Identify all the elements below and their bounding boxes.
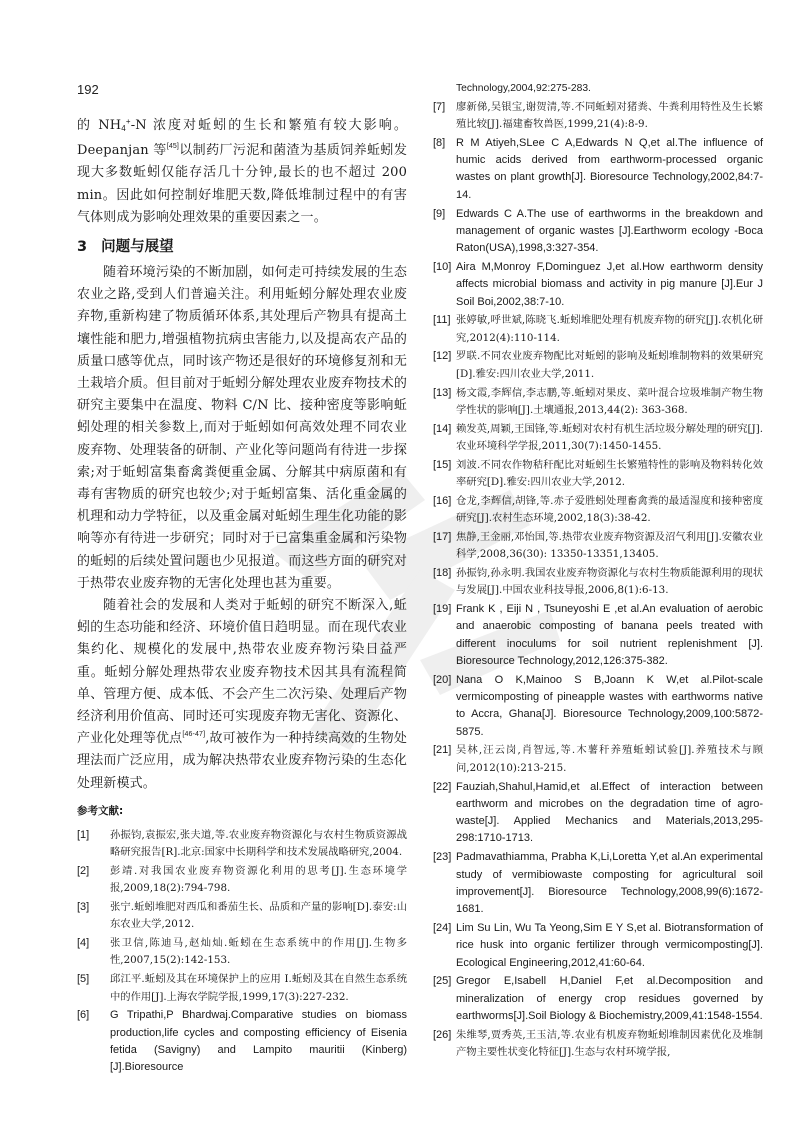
reference-text: 吴林,汪云岗,肖智远,等.木薯秆养殖蚯蚓试验[J].养殖技术与顾问,2012(10):213-215. — [456, 744, 763, 774]
reference-number: [8] — [433, 136, 446, 149]
reference-text: Gregor E,Isabell H,Daniel F,et al.Decomposition and mineralization of energy crop residues governed by earthworms[J].Soil Biology & Biochemistry,2009,41:1548-1554. — [456, 975, 763, 1022]
left-column — [77, 111, 407, 1078]
reference-text: Aira M,Monroy F,Dominguez J,et al.How earthworm density affects microbial biomass and activity in pig manure [J].Eur J Soil Boi,2002,38:7-10. — [456, 260, 763, 308]
reference-text: 孙振钧,孙永明.我国农业废弃物资源化与农村生物质能源利用的现状与发展[J].中国农业科技导报,2006,8(1):6-13. — [456, 567, 763, 597]
reference-item — [77, 935, 407, 970]
reference-item — [433, 1027, 763, 1062]
reference-number: [13] — [433, 386, 452, 399]
reference-number: [7] — [433, 100, 446, 113]
reference-number: [21] — [433, 744, 452, 757]
reference-number: [18] — [433, 567, 452, 580]
paragraph-3 — [77, 595, 407, 795]
reference-text: 赖发英,周颖,王国锋,等.蚯蚓对农村有机生活垃圾分解处理的研究[J].农业环境科学学报,2011,30(7):1450-1455. — [456, 422, 763, 452]
reference-text: 孙振钧,袁振宏,张夫道,等.农业废弃物资源化与农村生物质资源战略研究报告[R].北京:国家中长期科学和技术发展战略研究,2004. — [110, 828, 407, 859]
reference-text: Padmavathiamma, Prabha K,Li,Loretta Y,et al.An experimental study of vermibiowaste composting for agricultural soil improvement[J]. Bioresource Technology,2008,99(6):1672-1681. — [456, 851, 763, 916]
reference-number: [15] — [433, 458, 452, 471]
reference-item — [433, 259, 763, 311]
para1-text-a: 的 NH — [77, 118, 122, 133]
reference-text: Nana O K,Mainoo S B,Joann K W,et al.Pilot-scale vermicomposting of pineapple wastes with earthworms native to Accra, Ghana[J]. Bioresource Technology,2009,100:5872-5875. — [456, 673, 763, 738]
reference-item — [77, 827, 407, 862]
section-heading — [77, 236, 407, 258]
reference-item — [433, 206, 763, 258]
reference-text: Frank K , Eiji N , Tsuneyoshi E ,et al.An evaluation of aerobic and anaerobic composting of banana peels treated with different inoculums for soil nutrient replenishment [J]. Bioresource Technology,2012,126:375-382. — [456, 603, 763, 667]
para1-text-b: -N 浓度对蚯蚓的生长和繁殖有较大影响。Deepanjan 等 — [77, 118, 407, 159]
reference-item — [433, 672, 763, 741]
reference-text: 张婷敏,呼世斌,陈晓飞.蚯蚓堆肥处理有机废弃物的研究[J].农机化研究,2012(4):110-114. — [456, 314, 763, 344]
reference-number: [14] — [433, 422, 452, 435]
reference-number: [4] — [77, 937, 90, 950]
section-title: 问题与展望 — [101, 239, 174, 256]
reference-item — [433, 457, 763, 492]
reference-number: [25] — [433, 975, 452, 988]
reference-item — [77, 1007, 407, 1076]
reference-text: 张宁.蚯蚓堆肥对西瓜和番茄生长、品质和产量的影响[D].泰安:山东农业大学,2012. — [110, 901, 407, 931]
reference-item — [433, 601, 763, 670]
reference-text: G Tripathi,P Bhardwaj.Comparative studies on biomass production,life cycles and composting efficiency of Eisenia fetida (Savigny) and Lampito mauritii (Kinberg)[J].Bioresource — [110, 1009, 407, 1074]
reference-text: 彭靖.对我国农业废弃物资源化利用的思考[J].生态环境学报,2009,18(2):794-798. — [110, 864, 407, 895]
reference-item — [433, 779, 763, 848]
reference-number: [16] — [433, 494, 452, 507]
para3-text-b: ,故可被作为一种持续高效的生物处理法而广泛应用，成为解决热带农业废弃物污染的生态化处理新模式。 — [77, 731, 407, 791]
superscript: + — [125, 117, 131, 126]
reference-number: [23] — [433, 851, 452, 864]
para1-text-c: 以制药厂污泥和菌渣为基质饲养蚯蚓发现大多数蚯蚓仅能存活几十分钟,最长的也不超过 200 min。因此如何控制好堆肥天数,降低堆制过程中的有害气体则成为影响处理效果的重要因素之一。 — [77, 143, 407, 225]
reference-item — [433, 312, 763, 347]
reference-item — [433, 348, 763, 383]
reference-number: [2] — [77, 864, 90, 877]
reference-number: [3] — [77, 901, 90, 914]
reference-item — [433, 385, 763, 420]
reference-text: 廖新俤,吴银宝,谢贺清,等.不同蚯蚓对猪粪、牛粪利用特性及生长繁殖比较[J].福建畜牧兽医,1999,21(4):8-9. — [456, 100, 763, 131]
reference-item — [77, 899, 407, 934]
reference-text: Edwards C A.The use of earthworms in the breakdown and management of organic wastes [J].Earthworm ecology -Boca Raton(USA),1998,3:327-354. — [456, 207, 763, 255]
reference-text: 朱维琴,贾秀英,王玉洁,等.农业有机废弃物蚯蚓堆制因素优化及堆制产物主要性状变化特征[J].生态与农村环境学报, — [456, 1028, 763, 1059]
reference-text: R M Atiyeh,SLee C A,Edwards N Q,et al.The influence of humic acids derived from earthworm-processed organic wastes on plant growth[J]. Bioresource Technology,2002,84:7-14. — [456, 136, 763, 201]
paragraph-2: 随着环境污染的不断加剧，如何走可持续发展的生态农业之路,受到人们普遍关注。利用蚯蚓分解处理农业废弃物,重新构建了物质循环体系,其处理后产物具有提高土壤性能和肥力,增强植物抗病虫害能力,以及提高农产品的质量口感等优点，同时该产物还是很好的环境修复剂和无土栽培介质。但目前对于蚯蚓分解处理农业废弃物技术的研究主要集中在温度、物料 C/N 比、接种密度等影响蚯蚓处理的相关参数上,而对于蚯蚓如何高效处理不同农业废弃物、处理装备的研制、产业化等问题尚有待进一步探索;对于蚯蚓富集畜禽粪便重金属、分解其中病原菌和有毒有害物质的研究也较少;对于蚯蚓富集、活化重金属的机理和动力学特征，以及重金属对蚯蚓生理生化功能的影响等亦有待进一步研究；同时对于已富集重金属和污染物的蚯蚓的后续处置问题也少见报道。而这些方面的研究对于热带农业废弃物的无害化处理也甚为重要。 — [77, 265, 407, 591]
reference-number: [6] — [77, 1009, 90, 1022]
references-heading: 参考文献: — [77, 804, 124, 817]
reference-list-right — [433, 99, 763, 1062]
reference-text: Lim Su Lin, Wu Ta Yeong,Sim E Y S,et al. Biotransformation of rice husk into organic fertilizer through vermicomposting[J]. Ecological Engineering,2012,41:60-64. — [456, 921, 763, 969]
reference-number: [10] — [433, 260, 452, 273]
reference-number: [19] — [433, 603, 452, 616]
reference-item — [77, 863, 407, 898]
reference-item — [433, 742, 763, 777]
reference-text: 仓龙,李辉信,胡锋,等.赤子爱胜蚓处理畜禽粪的最适湿度和接种密度研究[J].农村生态环境,2002,18(3):38-42. — [456, 494, 763, 525]
reference-item — [433, 421, 763, 456]
paragraph-1 — [77, 111, 407, 229]
reference-number: [24] — [433, 921, 452, 934]
reference-item — [77, 971, 407, 1006]
reference-text: 邱江平.蚯蚓及其在环境保护上的应用 I.蚯蚓及其在自然生态系统中的作用[J].上海农学院学报,1999,17(3):227-232. — [110, 973, 407, 1003]
reference-text: 罗联.不同农业废弃物配比对蚯蚓的影响及蚯蚓堆制物料的效果研究[D].雅安:四川农业大学,2011. — [456, 350, 763, 380]
reference-text: 杨文霞,李辉信,李志鹏,等.蚯蚓对果皮、菜叶混合垃圾堆制产物生物学性状的影响[J].土壤通报,2013,44(2): 363-368. — [456, 386, 763, 416]
reference-text: 张卫信,陈迪马,赵灿灿.蚯蚓在生态系统中的作用[J].生物多性,2007,15(2):142-153. — [110, 937, 407, 967]
reference-list-left — [77, 827, 407, 1077]
reference-item — [433, 493, 763, 528]
reference-number: [20] — [433, 673, 452, 686]
reference-item — [433, 529, 763, 564]
reference-item — [433, 565, 763, 600]
reference-number: [17] — [433, 530, 452, 543]
right-column — [433, 80, 763, 1063]
reference-text: Fauziah,Shahul,Hamid,et al.Effect of interaction between earthworm and microbes on the degradation time of agro-waste[J]. Applied Mechanics and Materials,2013,295-298:1710-1713. — [456, 780, 763, 845]
reference-number: [22] — [433, 780, 452, 793]
reference-number: [12] — [433, 350, 452, 363]
reference-number: [1] — [77, 828, 90, 841]
section-number: 3 — [77, 239, 88, 256]
subscript: 4 — [121, 124, 126, 133]
page-number: 192 — [77, 82, 99, 97]
reference-continuation: Technology,2004,92:275-283. — [456, 83, 591, 94]
reference-item — [433, 135, 763, 204]
reference-text: 刘波.不同农作物秸秆配比对蚯蚓生长繁殖特性的影响及物料转化效率研究[D].雅安:四川农业大学,2012. — [456, 458, 763, 489]
reference-item — [433, 920, 763, 972]
para3-text-a: 随着社会的发展和人类对于蚯蚓的研究不断深入,蚯蚓的生态功能和经济、环境价值日趋明显。而在现代农业集约化、规模化的发展中,热带农业废弃物污染日益严重。蚯蚓分解处理热带农业废弃物技术因其具有流程简单、管理方便、成本低、不会产生二次污染、处理后产物经济利用价值高、同时还可实现废弃物无害化、资源化、产业化处理等优点 — [77, 598, 407, 747]
reference-text: 焦静,王金丽,邓怡国,等.热带农业废弃物资源及沼气利用[J].安徽农业科学,2008,36(30): 13350-13351,13405. — [456, 530, 763, 561]
reference-number: [11] — [433, 314, 451, 327]
reference-item — [433, 849, 763, 918]
reference-number: [9] — [433, 207, 446, 220]
reference-item — [433, 973, 763, 1025]
reference-item — [433, 99, 763, 134]
citation-link[interactable]: [46-47] — [182, 731, 206, 739]
reference-number: [26] — [433, 1028, 452, 1041]
citation-link[interactable]: [45] — [166, 143, 179, 151]
reference-number: [5] — [77, 973, 90, 986]
